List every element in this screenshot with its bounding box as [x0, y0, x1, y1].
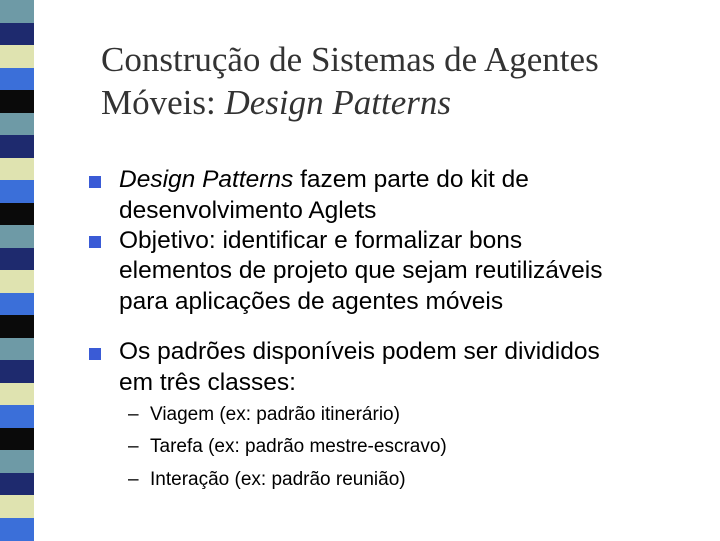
bullet-square-icon — [89, 176, 101, 188]
bullet-1-line-1-rest: fazem parte do kit de — [293, 166, 529, 193]
bullet-3-line-2: em três classes: — [119, 369, 296, 396]
sub-item-text: Interação (ex: padrão reunião) — [150, 469, 406, 490]
sub-dash: – — [128, 436, 139, 457]
bullet-1-line-1 — [119, 165, 529, 195]
bullet-2-line-1: Objetivo: identificar e formalizar bons — [119, 227, 523, 254]
bullet-1-line-2: desenvolvimento Aglets — [119, 197, 377, 224]
bullet-2-line-2: elementos de projeto que sejam reutilizáveis — [119, 257, 603, 284]
title-line-2-prefix: Móveis: — [101, 83, 225, 122]
sub-item-text: Tarefa (ex: padrão mestre-escravo) — [150, 436, 447, 457]
bullet-square-icon — [89, 236, 101, 248]
sub-dash: – — [128, 469, 139, 490]
title-line-2-italic: Design Patterns — [224, 83, 451, 122]
bullet-2-line-3: para aplicações de agentes móveis — [119, 288, 504, 315]
bullet-3-line-1: Os padrões disponíveis podem ser divididos — [119, 338, 600, 365]
sub-item-text: Viagem (ex: padrão itinerário) — [150, 404, 400, 425]
bullet-1-italic: Design Patterns — [119, 166, 294, 193]
title-line-1: Construção de Sistemas de Agentes — [101, 40, 599, 79]
bullet-square-icon — [89, 348, 101, 360]
sub-dash: – — [128, 404, 139, 425]
